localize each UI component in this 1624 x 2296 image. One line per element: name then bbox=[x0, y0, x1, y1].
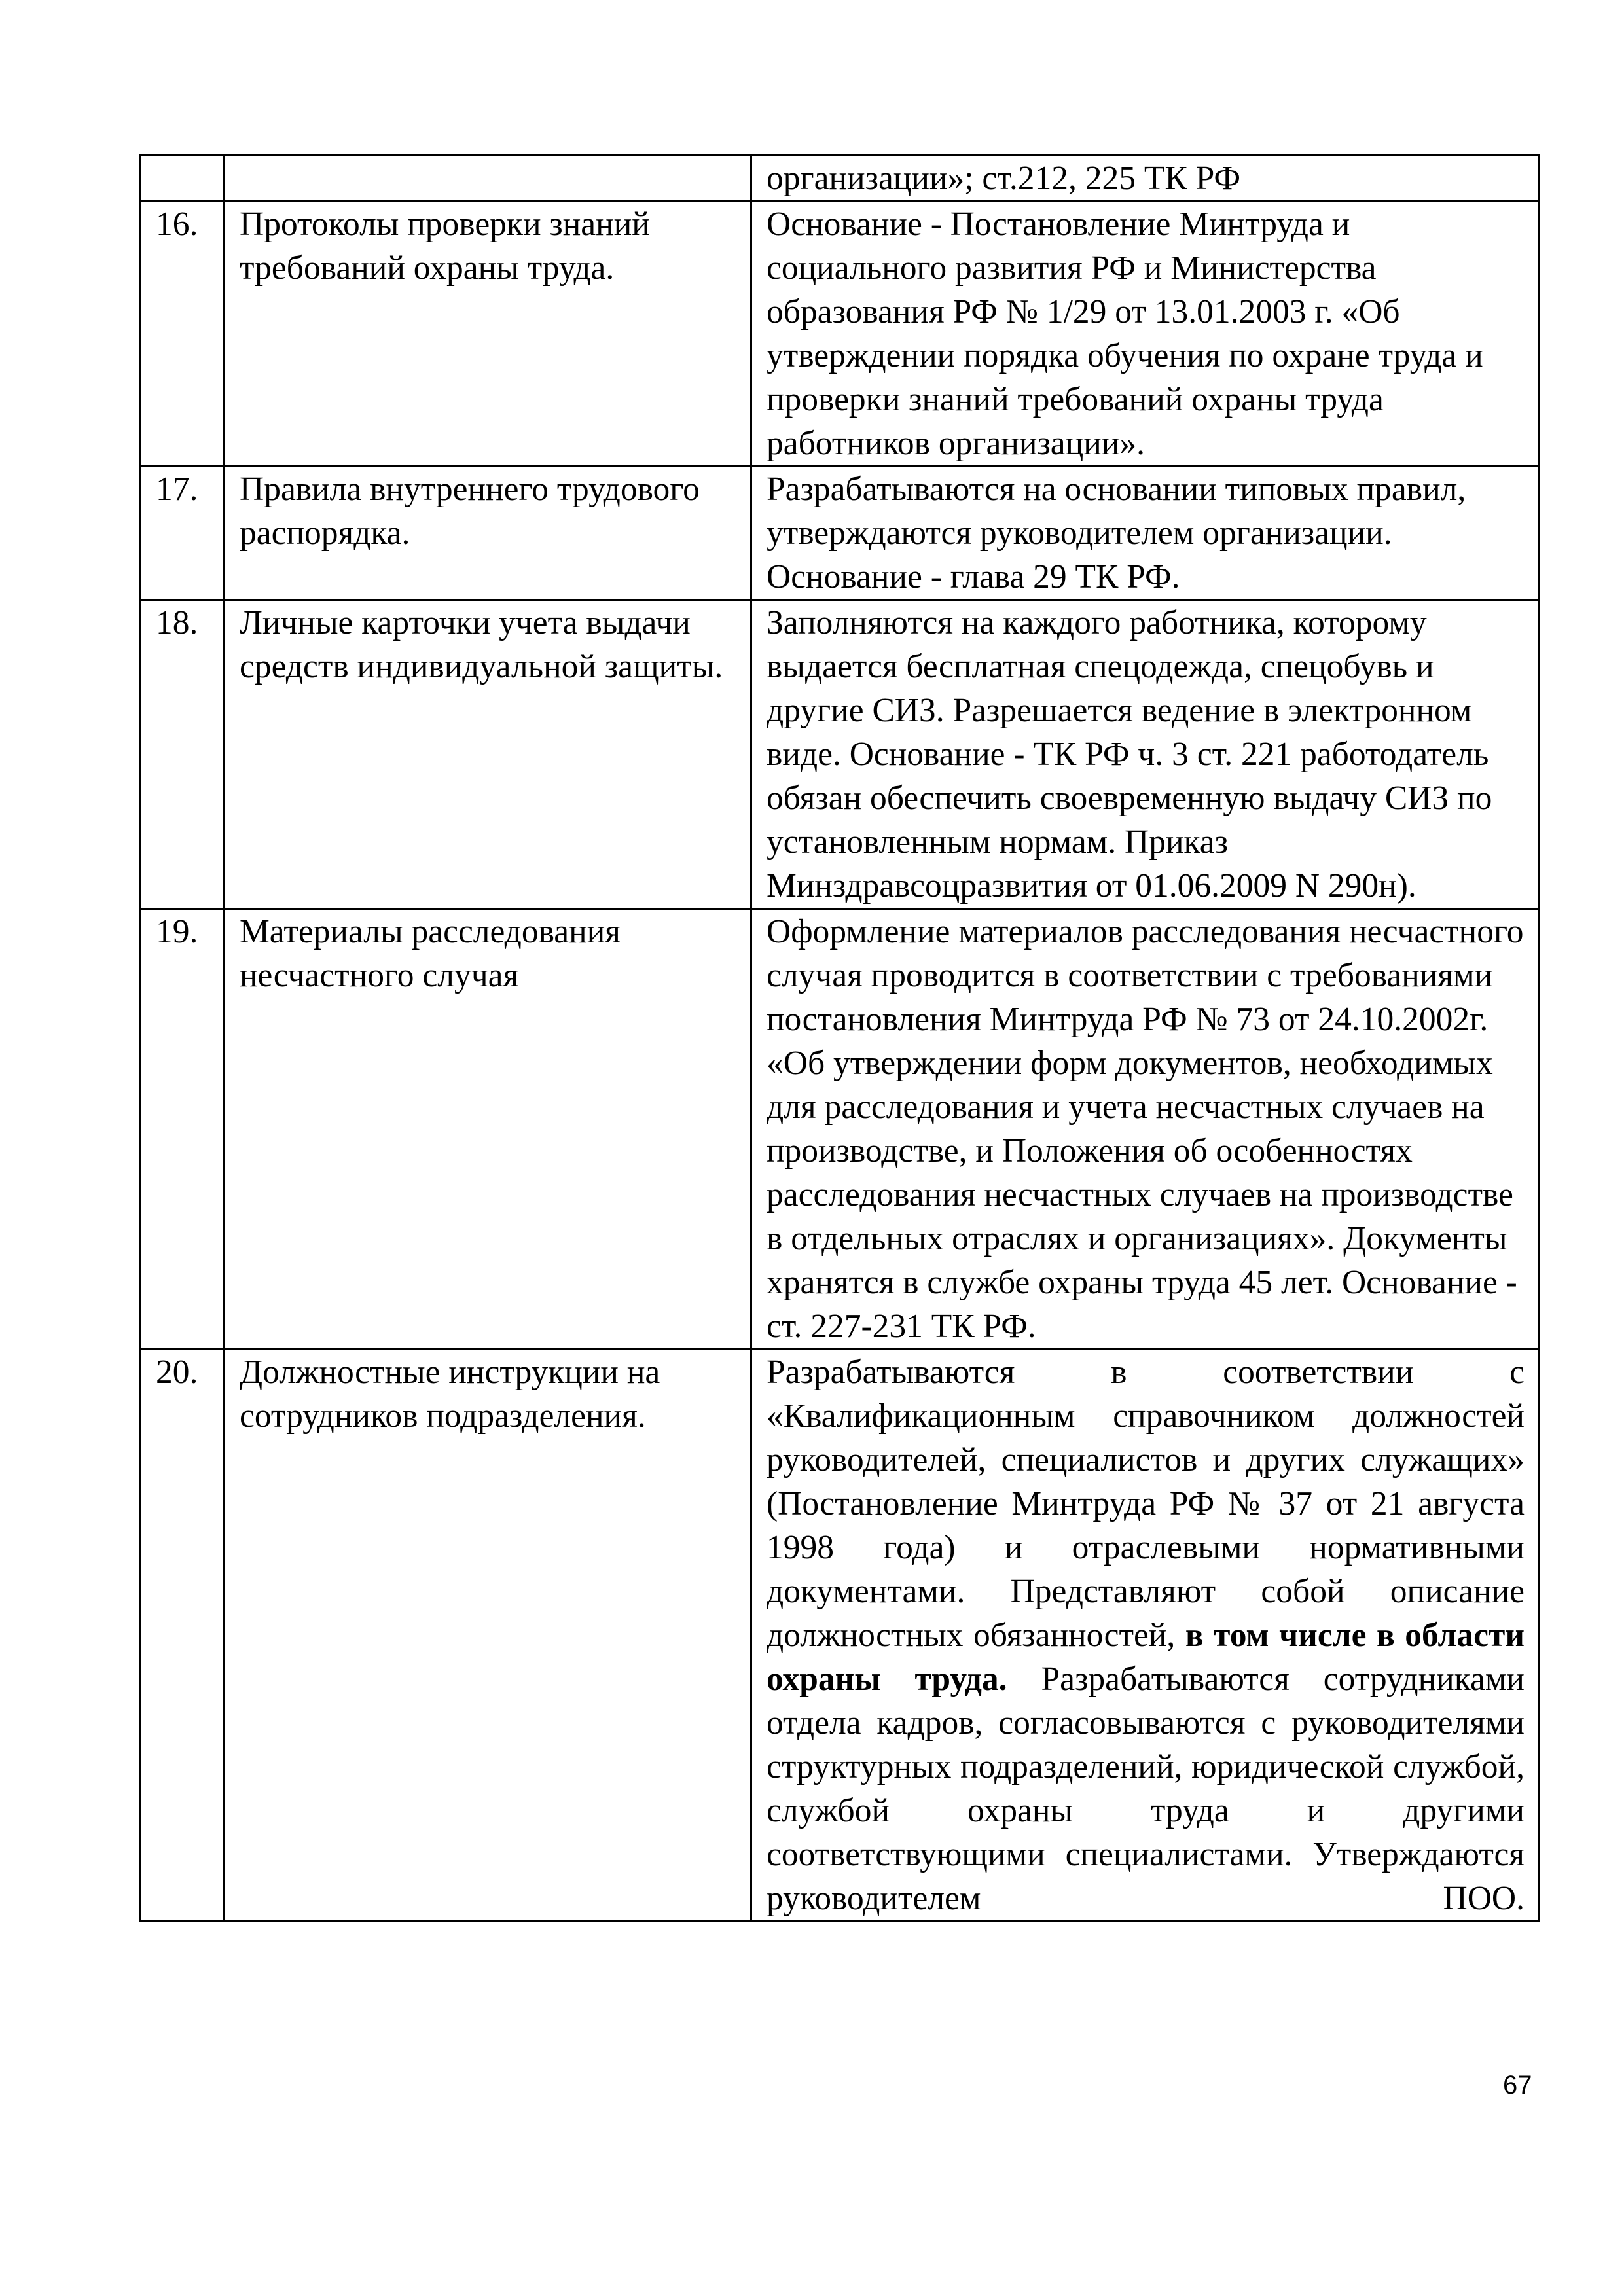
row-number-cell: 18. bbox=[141, 600, 225, 909]
table-row bbox=[141, 600, 1539, 909]
document-name-cell bbox=[225, 156, 751, 202]
row-number-cell: 16. bbox=[141, 202, 225, 467]
basis-cell: организации»; ст.212, 225 ТК РФ bbox=[751, 156, 1539, 202]
table-row bbox=[141, 156, 1539, 202]
page-number: 67 bbox=[1503, 2071, 1532, 2100]
basis-text: Разрабатываются в соответствии с «Квалификационным справочником должностей руководителей, специалистов и других служащих» (Постановление Минтруда РФ № 37 от 21 августа 1998 года) и отраслевыми нормативными документами. Представляют собой описание должностных обязанностей, bbox=[767, 1354, 1525, 1654]
row-number-cell bbox=[141, 156, 225, 202]
basis-cell bbox=[751, 1350, 1539, 1922]
table-row bbox=[141, 202, 1539, 467]
basis-text-continued: Разрабатываются сотрудниками отдела кадров, согласовываются с руководителями структурных подразделений, юридической службой, службой охраны труда и другими соответствующими специалистами. Утверждаются руководителем ПОО. bbox=[767, 1660, 1525, 1917]
document-table bbox=[139, 154, 1540, 1922]
row-number-cell: 19. bbox=[141, 909, 225, 1350]
basis-cell: Оформление материалов расследования несчастного случая проводится в соответствии с требованиями постановления Минтруда РФ № 73 от 24.10.2002г. «Об утверждении форм документов, необходимых для расследования и учета несчастных случаев на производстве, и Положения об особенностях расследования несчастных случаев на производстве в отдельных отраслях и организациях». Документы хранятся в службе охраны труда 45 лет. Основание - ст. 227-231 ТК РФ. bbox=[751, 909, 1539, 1350]
document-name-cell: Личные карточки учета выдачи средств индивидуальной защиты. bbox=[225, 600, 751, 909]
basis-cell: Основание - Постановление Минтруда и социального развития РФ и Министерства образования РФ № 1/29 от 13.01.2003 г. «Об утверждении порядка обучения по охране труда и проверки знаний требований охраны труда работников организации». bbox=[751, 202, 1539, 467]
document-name-cell: Правила внутреннего трудового распорядка. bbox=[225, 467, 751, 600]
basis-cell: Заполняются на каждого работника, которому выдается бесплатная спецодежда, спецобувь и другие СИЗ. Разрешается ведение в электронном виде. Основание - ТК РФ ч. 3 ст. 221 работодатель обязан обеспечить своевременную выдачу СИЗ по установленным нормам. Приказ Минздравсоцразвития от 01.06.2009 N 290н). bbox=[751, 600, 1539, 909]
table-row bbox=[141, 1350, 1539, 1922]
basis-cell: Разрабатываются на основании типовых правил, утверждаются руководителем организации. Основание - глава 29 ТК РФ. bbox=[751, 467, 1539, 600]
document-name-cell: Протоколы проверки знаний требований охраны труда. bbox=[225, 202, 751, 467]
document-name-cell: Должностные инструкции на сотрудников подразделения. bbox=[225, 1350, 751, 1922]
document-name-cell: Материалы расследования несчастного случая bbox=[225, 909, 751, 1350]
basis-bold-text: в том числе в области охраны труда. bbox=[767, 1617, 1525, 1698]
table-row bbox=[141, 467, 1539, 600]
table-row bbox=[141, 909, 1539, 1350]
row-number-cell: 17. bbox=[141, 467, 225, 600]
row-number-cell: 20. bbox=[141, 1350, 225, 1922]
